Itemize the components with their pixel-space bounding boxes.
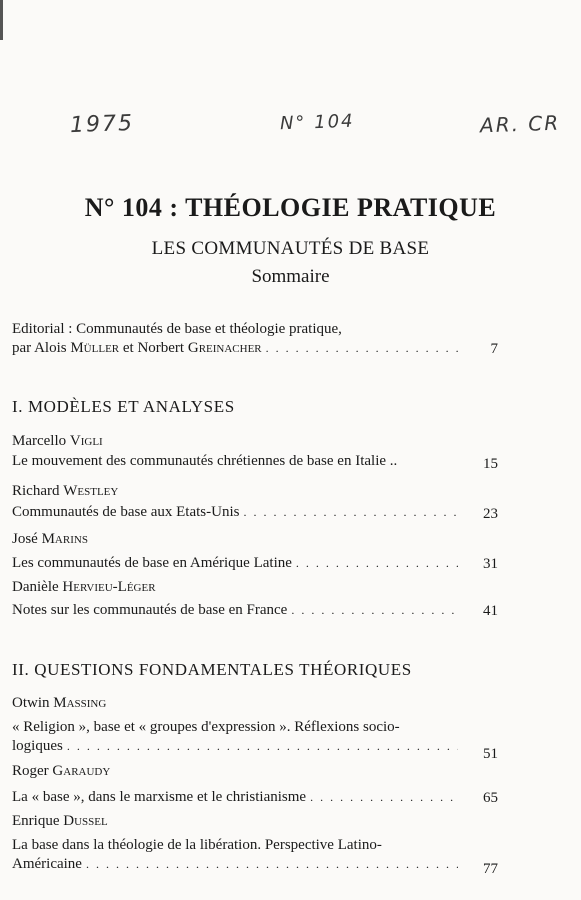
scan-edge-mark: [0, 0, 3, 40]
handwritten-year: 1975: [69, 110, 135, 139]
editorial-line-1: [12, 320, 482, 338]
entry-author: Enrique Dussel: [12, 813, 108, 829]
entry-author: Danièle Hervieu-Léger: [12, 579, 156, 595]
page-number: 77: [483, 861, 498, 877]
editorial-authors: par Alois Müller et Norbert Greinacher: [12, 340, 262, 356]
page-number: 7: [490, 341, 498, 357]
entry-author: Roger Garaudy: [12, 763, 111, 779]
editorial-line-2: [12, 339, 467, 357]
entry-title: La « base », dans le marxisme et le christianisme . . .: [12, 788, 462, 806]
entry-author: Otwin Massing: [12, 695, 107, 711]
page-subtitle: LES COMMUNAUTÉS DE BASE: [151, 238, 430, 259]
handwritten-code: AR. CR: [479, 110, 561, 138]
entry-title: La base dans la théologie de la libération. Perspective Latino-: [12, 837, 382, 853]
editorial-title: Editorial : Communautés de base et théologie pratique,: [12, 321, 342, 337]
page-number: 23: [483, 506, 498, 522]
page-number: 41: [483, 603, 498, 619]
section-heading: II. QUESTIONS FONDAMENTALES THÉORIQUES: [12, 660, 412, 679]
entry-title: Le mouvement des communautés chrétiennes de base en Italie ..: [12, 453, 398, 469]
entry-author: Marcello Vigli: [12, 433, 103, 449]
page-number: 15: [483, 456, 498, 472]
leader-dots: [266, 339, 463, 357]
entry-title-continued: Américaine . . .: [12, 855, 462, 873]
editorial-author-2: Greinacher: [187, 340, 262, 356]
page-title: N° 104 : THÉOLOGIE PRATIQUE: [84, 193, 497, 222]
page-number: 51: [483, 746, 498, 762]
sommaire-heading: Sommaire: [251, 266, 330, 287]
page-number: 65: [483, 790, 498, 806]
entry-title: Les communautés de base en Amérique Latine . . .: [12, 554, 462, 572]
editorial-author-1: Müller: [70, 340, 120, 356]
entry-title: Notes sur les communautés de base en France . . .: [12, 601, 462, 619]
entry-title: Communautés de base aux Etats-Unis . . .: [12, 503, 462, 521]
entry-title-continued: logiques . . .: [12, 737, 462, 755]
section-heading: I. MODÈLES ET ANALYSES: [12, 397, 235, 416]
entry-author: Richard Westley: [12, 483, 119, 499]
page-number: 31: [483, 556, 498, 572]
entry-author: José Marins: [12, 531, 88, 547]
entry-title: « Religion », base et « groupes d'expression ». Réflexions socio-: [12, 719, 400, 735]
handwritten-number: N° 104: [279, 110, 355, 135]
